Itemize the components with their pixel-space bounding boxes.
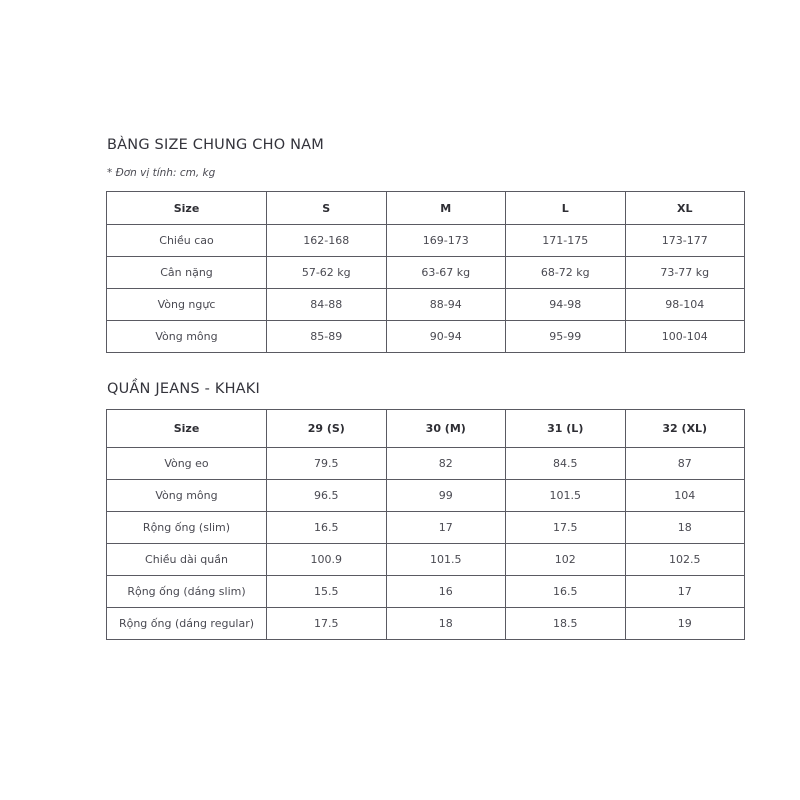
table-row — [107, 480, 745, 512]
table-row — [107, 321, 745, 353]
header-cell-size-column: M — [386, 192, 506, 225]
header-cell-size-column: 31 (L) — [506, 410, 626, 448]
value-cell: 101.5 — [506, 480, 626, 512]
value-cell: 18 — [625, 512, 745, 544]
value-cell: 17.5 — [506, 512, 626, 544]
value-cell: 16.5 — [506, 576, 626, 608]
value-cell: 98-104 — [625, 289, 745, 321]
value-cell: 100.9 — [267, 544, 387, 576]
header-cell-size-column: 29 (S) — [267, 410, 387, 448]
value-cell: 63-67 kg — [386, 257, 506, 289]
jeans-khaki-chart-title: QUẦN JEANS - KHAKI — [107, 381, 260, 397]
table-row — [107, 544, 745, 576]
value-cell: 95-99 — [506, 321, 626, 353]
value-cell: 17.5 — [267, 608, 387, 640]
value-cell: 102 — [506, 544, 626, 576]
value-cell: 84-88 — [267, 289, 387, 321]
table-row — [107, 576, 745, 608]
value-cell: 88-94 — [386, 289, 506, 321]
value-cell: 17 — [625, 576, 745, 608]
value-cell: 99 — [386, 480, 506, 512]
value-cell: 68-72 kg — [506, 257, 626, 289]
row-label-cell: Rộng ống (slim) — [107, 512, 267, 544]
value-cell: 79.5 — [267, 448, 387, 480]
table-row — [107, 289, 745, 321]
value-cell: 162-168 — [267, 225, 387, 257]
header-cell-size-column: XL — [625, 192, 745, 225]
jeans-khaki-size-table — [106, 409, 745, 640]
value-cell: 15.5 — [267, 576, 387, 608]
general-size-chart-title: BÀNG SIZE CHUNG CHO NAM — [107, 137, 325, 153]
row-label-cell: Cân nặng — [107, 257, 267, 289]
value-cell: 173-177 — [625, 225, 745, 257]
header-cell-size-column: 32 (XL) — [625, 410, 745, 448]
value-cell: 171-175 — [506, 225, 626, 257]
header-cell-size-column: S — [267, 192, 387, 225]
table-row — [107, 257, 745, 289]
table-row — [107, 225, 745, 257]
table-row — [107, 608, 745, 640]
table-row — [107, 448, 745, 480]
row-label-cell: Chiều cao — [107, 225, 267, 257]
general-size-table — [106, 191, 745, 353]
value-cell: 104 — [625, 480, 745, 512]
row-label-cell: Chiều dài quần — [107, 544, 267, 576]
value-cell: 84.5 — [506, 448, 626, 480]
value-cell: 18 — [386, 608, 506, 640]
header-cell-size: Size — [107, 410, 267, 448]
value-cell: 16.5 — [267, 512, 387, 544]
row-label-cell: Rộng ống (dáng regular) — [107, 608, 267, 640]
table-row — [107, 512, 745, 544]
header-cell-size: Size — [107, 192, 267, 225]
value-cell: 18.5 — [506, 608, 626, 640]
value-cell: 100-104 — [625, 321, 745, 353]
value-cell: 102.5 — [625, 544, 745, 576]
table-header-row — [107, 192, 745, 225]
value-cell: 90-94 — [386, 321, 506, 353]
jeans-khaki-size-table-body — [107, 410, 745, 640]
header-cell-size-column: L — [506, 192, 626, 225]
value-cell: 96.5 — [267, 480, 387, 512]
value-cell: 16 — [386, 576, 506, 608]
unit-note: * Đơn vị tính: cm, kg — [107, 167, 216, 179]
header-cell-size-column: 30 (M) — [386, 410, 506, 448]
value-cell: 169-173 — [386, 225, 506, 257]
row-label-cell: Rộng ống (dáng slim) — [107, 576, 267, 608]
row-label-cell: Vòng eo — [107, 448, 267, 480]
value-cell: 94-98 — [506, 289, 626, 321]
table-header-row — [107, 410, 745, 448]
row-label-cell: Vòng ngực — [107, 289, 267, 321]
value-cell: 73-77 kg — [625, 257, 745, 289]
value-cell: 87 — [625, 448, 745, 480]
value-cell: 82 — [386, 448, 506, 480]
value-cell: 57-62 kg — [267, 257, 387, 289]
row-label-cell: Vòng mông — [107, 321, 267, 353]
value-cell: 85-89 — [267, 321, 387, 353]
value-cell: 19 — [625, 608, 745, 640]
row-label-cell: Vòng mông — [107, 480, 267, 512]
value-cell: 17 — [386, 512, 506, 544]
value-cell: 101.5 — [386, 544, 506, 576]
general-size-table-body — [107, 192, 745, 353]
